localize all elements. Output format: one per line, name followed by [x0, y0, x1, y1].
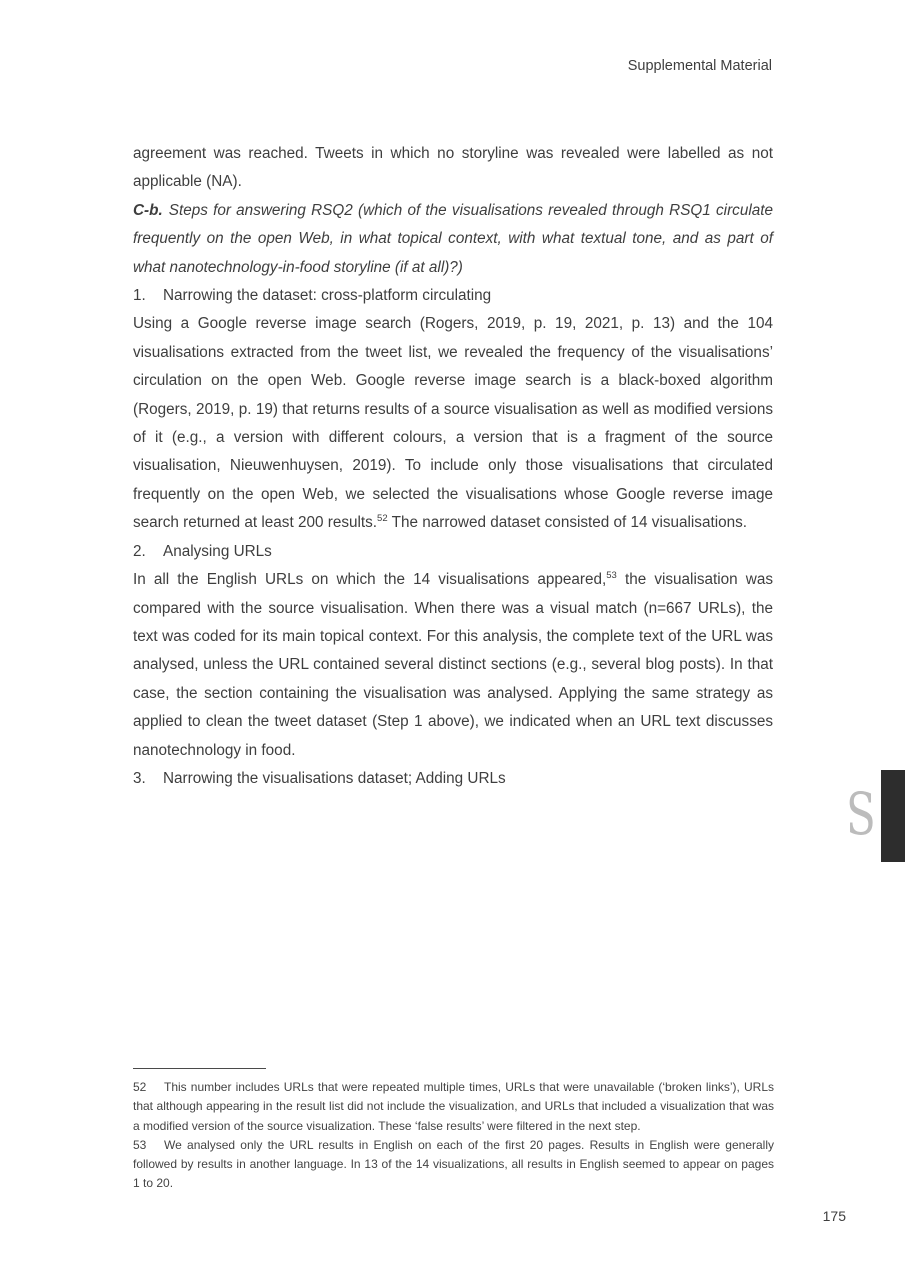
list-item-3-label: Narrowing the visualisations dataset; Adding URLs: [163, 769, 506, 787]
chapter-letter: S: [846, 780, 876, 848]
list-item-2: [133, 538, 773, 566]
list-item-3: [133, 765, 773, 793]
footnote-52-number: 52: [133, 1080, 147, 1094]
main-text-column: [133, 140, 773, 793]
running-header: Supplemental Material: [627, 58, 772, 74]
list-item-3-number: 3.: [133, 769, 146, 787]
list-item-1: [133, 282, 773, 310]
footnote-divider: [133, 1068, 266, 1069]
list-item-1-label: Narrowing the dataset: cross-platform circulating: [163, 287, 492, 305]
list-item-2-label: Analysing URLs: [163, 542, 272, 560]
footnotes-section: [133, 1068, 774, 1194]
footnote-53-number: 53: [133, 1137, 147, 1152]
footnote-ref-52: 52: [377, 513, 388, 525]
footnote-ref-53: 53: [606, 570, 617, 582]
section-title: Steps for answering RSQ2 (which of the visualisations revealed through RSQ1 circulate frequently on the open Web, in what topical context, with what textual tone, and as part of what nanotechnology-in-food storyline (if at all)?): [133, 201, 773, 276]
chapter-tab: [881, 770, 905, 862]
paragraph-2-text: In all the English URLs on which the 14 visualisations appeared,: [133, 571, 607, 589]
page-number: 175: [822, 1208, 846, 1224]
paragraph-2-continuation: the visualisation was compared with the source visualisation. When there was a visual match (n=667 URLs), the text was coded for its main topical context. For this analysis, the complete text of the URL was analysed, unless the URL contained several distinct sections (e.g., several blog posts). In that case, the section containing the visualisation was analysed. Applying the same strategy as applied to clean the tweet dataset (Step 1 above), we indicated when an URL text discusses nanotechnology in food.: [133, 571, 773, 759]
footnote-53-text: We analysed only the URL results in English on each of the first 20 pages. Results in English were generally followed by results in another language. In 13 of the 14 visualizations, all results in English seemed to appear on pages 1 to 20.: [133, 1137, 774, 1191]
footnote-53: [133, 1136, 774, 1194]
paragraph-2: [133, 566, 773, 765]
section-heading: [133, 197, 773, 282]
list-item-2-number: 2.: [133, 542, 146, 560]
intro-paragraph: agreement was reached. Tweets in which no storyline was revealed were labelled as not applicable (NA).: [133, 145, 773, 191]
footnote-52: [133, 1078, 774, 1136]
paragraph-1-text: Using a Google reverse image search (Rogers, 2019, p. 19, 2021, p. 13) and the 104 visualisations extracted from the tweet list, we revealed the frequency of the visualisations’ circulation on the open Web. Google reverse image search is a black-boxed algorithm (Rogers, 2019, p. 19) that returns results of a source visualisation as well as modified versions of it (e.g., a version with different colours, a version that is a fragment of the source visualisation, Nieuwenhuysen, 2019). To include only those visualisations that circulated frequently on the open Web, we selected the visualisations whose Google reverse image search returned at least 200 results.: [133, 315, 773, 532]
footnote-52-text: This number includes URLs that were repeated multiple times, URLs that were unavailable (‘broken links’), URLs that although appearing in the result list did not include the visualization, and URLs that included a visualization that was a modified version of the source visualization. These ‘false results’ were filtered in the next step.: [133, 1080, 774, 1133]
section-label: C-b.: [133, 201, 163, 219]
paragraph-1-continuation: The narrowed dataset consisted of 14 visualisations.: [387, 514, 748, 532]
paragraph-1: [133, 310, 773, 537]
list-item-1-number: 1.: [133, 287, 146, 305]
